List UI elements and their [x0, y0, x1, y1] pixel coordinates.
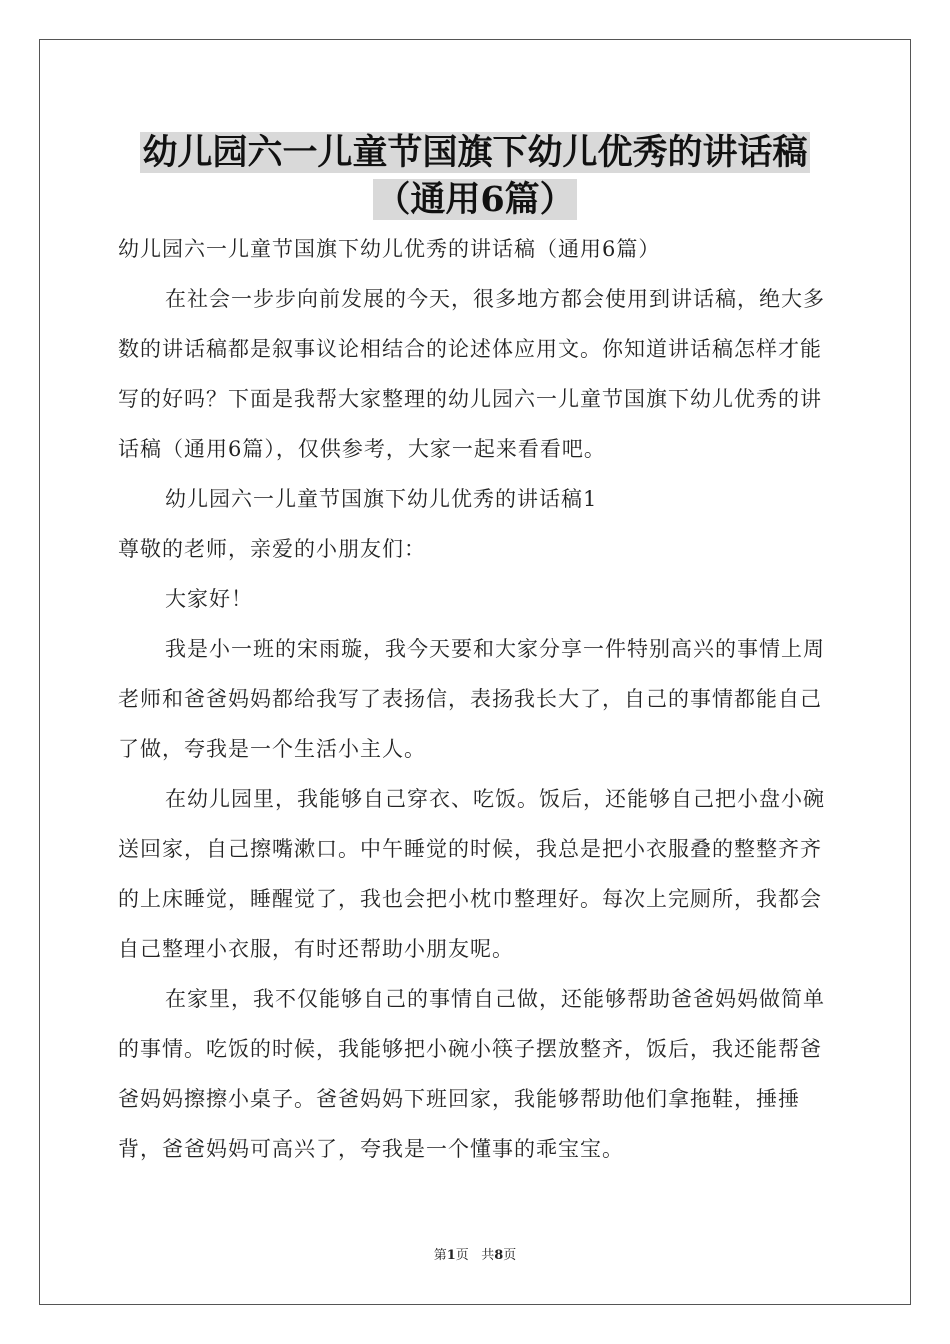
document-title	[0, 128, 950, 178]
document-title-line2: （通用6篇）	[375, 179, 575, 220]
body-heading: 幼儿园六一儿童节国旗下幼儿优秀的讲话稿（通用6篇）	[118, 237, 661, 261]
total-suffix: 页	[503, 1248, 517, 1263]
greeting: 大家好！	[165, 587, 253, 611]
page-total: 8	[494, 1248, 504, 1263]
page-footer	[0, 1244, 950, 1263]
page-suffix: 页	[455, 1248, 469, 1263]
total-prefix: 共	[481, 1248, 495, 1263]
body-paragraph: 在家里，我不仅能够自己的事情自己做，还能够帮助爸爸妈妈做简单的事情。吃饭的时候，我能够把小碗小筷子摆放整齐，饭后，我还能帮爸爸妈妈擦擦小桌子。爸爸妈妈下班回家，我能够帮助他们拿拖鞋，捶捶背，爸爸妈妈可高兴了，夸我是一个懂事的乖宝宝。	[118, 987, 825, 1161]
document-title-line1: 幼儿园六一儿童节国旗下幼儿优秀的讲话稿	[142, 132, 808, 173]
salutation: 尊敬的老师，亲爱的小朋友们：	[118, 537, 426, 561]
body-paragraph: 在幼儿园里，我能够自己穿衣、吃饭。饭后，还能够自己把小盘小碗送回家，自己擦嘴漱口。中午睡觉的时候，我总是把小衣服叠的整整齐齐的上床睡觉，睡醒觉了，我也会把小枕巾整理好。每次上完厕所，我都会自己整理小衣服，有时还帮助小朋友呢。	[118, 787, 825, 961]
page-current: 1	[446, 1248, 456, 1263]
document-body	[118, 224, 834, 1174]
body-paragraph: 我是小一班的宋雨璇，我今天要和大家分享一件特别高兴的事情上周老师和爸爸妈妈都给我写了表扬信，表扬我长大了，自己的事情都能自己了做，夸我是一个生活小主人。	[118, 637, 825, 761]
section-heading: 幼儿园六一儿童节国旗下幼儿优秀的讲话稿1	[165, 487, 598, 511]
intro-paragraph: 在社会一步步向前发展的今天，很多地方都会使用到讲话稿，绝大多数的讲话稿都是叙事议论相结合的论述体应用文。你知道讲话稿怎样才能写的好吗？下面是我帮大家整理的幼儿园六一儿童节国旗下幼儿优秀的讲话稿（通用6篇），仅供参考，大家一起来看看吧。	[118, 287, 825, 461]
page-prefix: 第	[433, 1248, 447, 1263]
document-title-continued	[0, 175, 950, 225]
